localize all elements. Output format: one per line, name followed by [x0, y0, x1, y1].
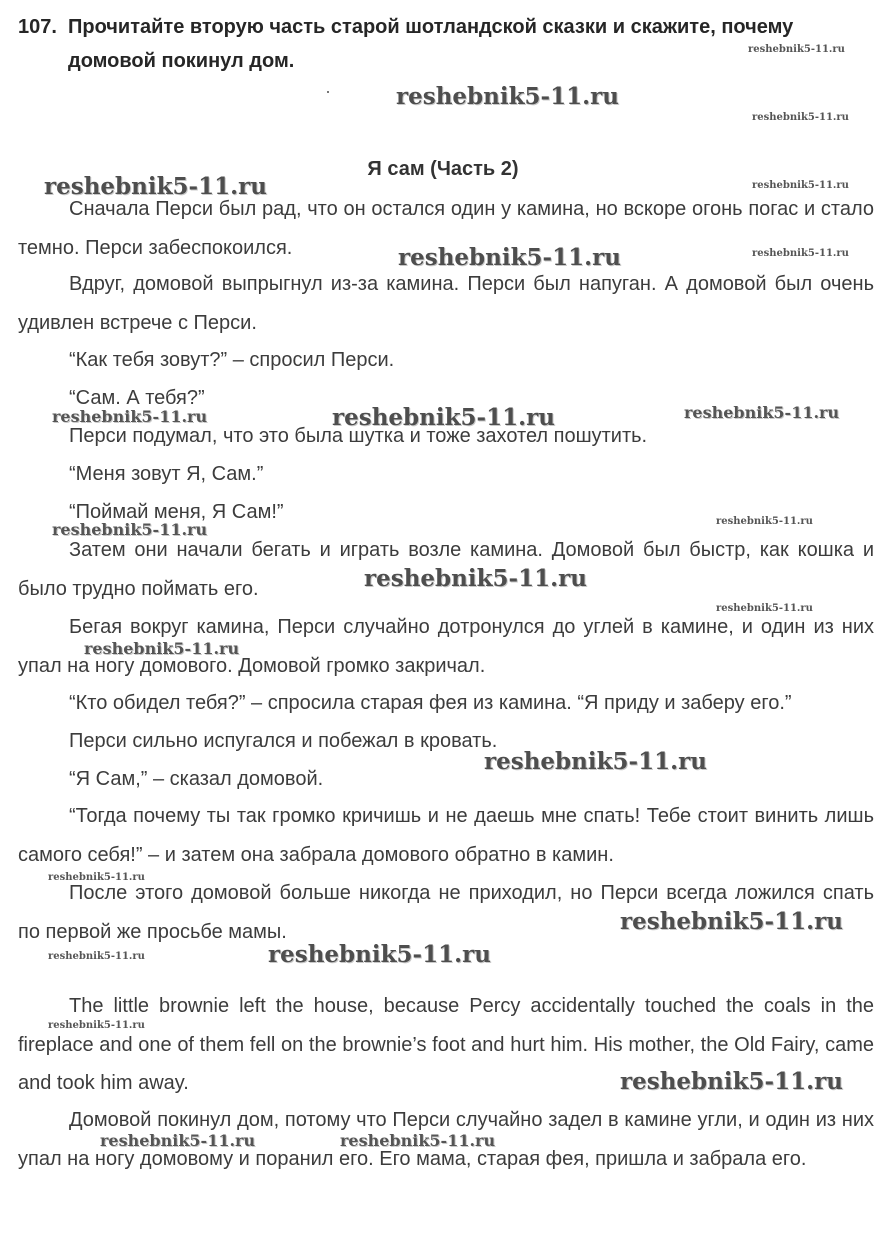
paragraph-9: Бегая вокруг камина, Перси случайно дотронулся до углей в камине, и один из них упал на ногу домового. Домовой громко закричал. [18, 616, 874, 677]
watermark: reshebnik5-11.ru [752, 180, 849, 191]
task-number: 107. [18, 16, 57, 38]
paragraph-4: “Сам. А тебя?” [69, 387, 205, 409]
watermark: reshebnik5-11.ru [398, 244, 621, 271]
watermark: reshebnik5-11.ru [364, 565, 587, 592]
watermark: reshebnik5-11.ru [48, 1020, 145, 1031]
task-line-1: Прочитайте вторую часть старой шотландской сказки и скажите, почему [68, 16, 794, 38]
watermark: reshebnik5-11.ru [340, 1131, 496, 1150]
watermark: reshebnik5-11.ru [52, 520, 208, 539]
watermark: reshebnik5-11.ru [48, 872, 145, 883]
stray-dot [327, 91, 329, 93]
paragraph-5: Перси подумал, что это была шутка и тоже захотел пошутить. [69, 425, 648, 447]
paragraph-14: После этого домовой больше никогда не приходил, но Перси всегда ложился спать по первой же просьбе мамы. [18, 882, 874, 943]
paragraph-13: “Тогда почему ты так громко кричишь и не даешь мне спать! Тебе стоит винить лишь самого себя!” – и затем она забрала домового обратно в камин. [18, 805, 874, 866]
story-title: Я сам (Часть 2) [367, 158, 519, 180]
watermark: reshebnik5-11.ru [48, 951, 145, 962]
watermark: reshebnik5-11.ru [332, 404, 555, 431]
paragraph-6: “Меня зовут Я, Сам.” [69, 463, 264, 485]
watermark: reshebnik5-11.ru [484, 748, 707, 775]
watermark: reshebnik5-11.ru [268, 941, 491, 968]
paragraph-2: Вдруг, домовой выпрыгнул из-за камина. Перси был напуган. А домовой был очень удивлен встрече с Перси. [18, 273, 874, 334]
answer-english: The little brownie left the house, because Percy accidentally touched the coals in the fireplace and one of them fell on the brownie’s foot and hurt him. His mother, the Old Fairy, came and took him away. [18, 995, 874, 1094]
watermark: reshebnik5-11.ru [716, 603, 813, 614]
watermark: reshebnik5-11.ru [52, 407, 208, 426]
watermark: reshebnik5-11.ru [44, 173, 267, 200]
answer-russian: Домовой покинул дом, потому что Перси случайно задел в камине угли, и один из них упал на ногу домовому и поранил его. Его мама, старая фея, пришла и забрала его. [18, 1109, 874, 1170]
paragraph-1: Сначала Перси был рад, что он остался один у камина, но вскоре огонь погас и стало темно. Перси забеспокоился. [18, 198, 874, 259]
paragraph-12: “Я Сам,” – сказал домовой. [69, 768, 324, 790]
watermark: reshebnik5-11.ru [100, 1131, 256, 1150]
paragraph-3: “Как тебя зовут?” – спросил Перси. [69, 349, 395, 371]
watermark: reshebnik5-11.ru [752, 112, 849, 123]
watermark: reshebnik5-11.ru [620, 1068, 843, 1095]
watermark: reshebnik5-11.ru [716, 516, 813, 527]
watermark: reshebnik5-11.ru [684, 403, 840, 422]
watermark: reshebnik5-11.ru [752, 248, 849, 259]
paragraph-7: “Поймай меня, Я Сам!” [69, 501, 284, 523]
paragraph-8: Затем они начали бегать и играть возле камина. Домовой был быстр, как кошка и было трудно поймать его. [18, 539, 874, 600]
watermark: reshebnik5-11.ru [84, 639, 240, 658]
watermark: reshebnik5-11.ru [396, 83, 619, 110]
paragraph-11: Перси сильно испугался и побежал в кровать. [69, 730, 498, 752]
watermark: reshebnik5-11.ru [748, 44, 845, 55]
watermark: reshebnik5-11.ru [620, 908, 843, 935]
task-line-2: домовой покинул дом. [68, 50, 295, 72]
paragraph-10: “Кто обидел тебя?” – спросила старая фея из камина. “Я приду и заберу его.” [69, 692, 792, 714]
